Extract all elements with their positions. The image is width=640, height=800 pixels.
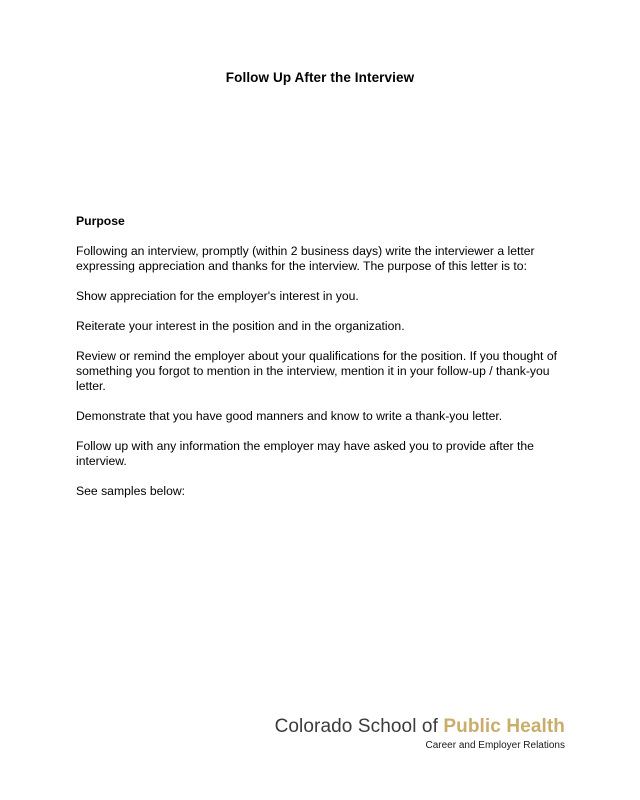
paragraph-follow-up: Follow up with any information the employer may have asked you to provide after the interview. <box>76 439 534 468</box>
section-heading: Purpose <box>76 214 125 228</box>
purpose-section <box>76 214 566 514</box>
organization-name-prefix: Colorado School of <box>274 716 444 737</box>
organization-name-accent: Public Health <box>443 716 565 737</box>
page-title: Follow Up After the Interview <box>225 70 415 85</box>
paragraph-manners: Demonstrate that you have good manners and know to write a thank-you letter. <box>76 409 503 423</box>
paragraph-appreciation: Show appreciation for the employer's interest in you. <box>76 289 359 303</box>
paragraph-samples: See samples below: <box>76 484 186 498</box>
department-name: Career and Employer Relations <box>425 740 565 751</box>
paragraph-intro: Following an interview, promptly (within 2 business days) write the interviewer a letter expressing appreciation and thanks for the interview. The purpose of this letter is to: <box>76 244 535 273</box>
organization-name <box>275 716 565 738</box>
footer-logo <box>275 716 565 751</box>
paragraph-reiterate: Reiterate your interest in the position and in the organization. <box>76 319 405 333</box>
paragraph-review: Review or remind the employer about your qualifications for the position. If you thought of something you forgot to mention in the interview, mention it in your follow-up / thank-you letter. <box>76 349 557 393</box>
